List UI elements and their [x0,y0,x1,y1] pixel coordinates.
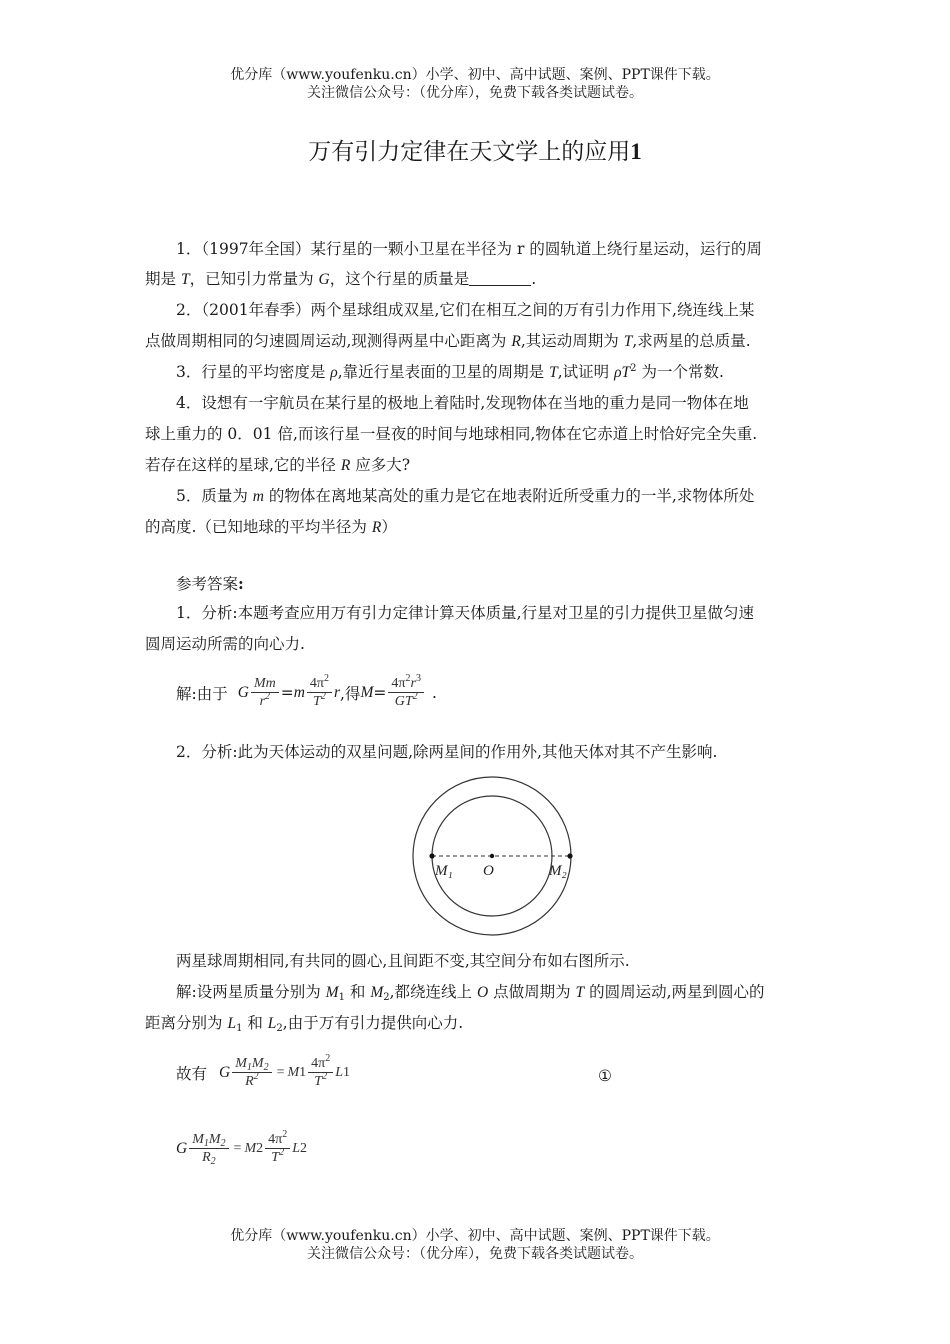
answer-2-line-1: 2．分析:此为天体运动的双星问题,除两星间的作用外,其他天体对其不产生影响. [176,743,718,761]
page-header-line-2: 关注微信公众号：（优分库），免费下载各类试题试卷。 [307,85,643,101]
answer-2-line-4: 距离分别为 $L_1$ 和 $L_2$,由于万有引力提供向心力. [145,1014,464,1034]
page-footer-line-1: 优分库（www.youfenku.cn）小学、初中、高中试题、案例、PPT课件下载。 [230,1228,720,1244]
answers-heading: 参考答案: [176,574,244,593]
question-3: 3．行星的平均密度是 ρ,靠近行星表面的卫星的周期是 T,试证明 $\rho T^2$ 为一个常数. [176,363,724,381]
question-4-line-3: 若存在这样的星球,它的半径 R 应多大? [145,456,411,474]
question-2-line-1: 2．（2001年春季）两个星球组成双星,它们在相互之间的万有引力作用下,绕连线上某 [176,301,755,319]
label-m1: M₁ [435,863,453,879]
answer-1-formula: 解:由于 G $\frac{Mm}{r^2}$ = m $\frac{4\pi^2}{T^2}$ r ,得 M = $\frac{4\pi^2r^3}{GT^2}$ . [176,673,437,709]
label-o: O [483,863,494,879]
equation-1: 故有 G $\frac{M_1M_2}{R^2}$ = M 1 $\frac{4\pi^2}{T^2}$ L 1 [176,1053,351,1089]
answer-1-line-2: 圆周运动所需的向心力. [145,635,305,653]
question-5-line-2: 的高度.（已知地球的平均半径为 R） [145,518,397,536]
answer-blank [469,271,531,286]
answer-2-line-2: 两星球周期相同,有共同的圆心,且间距不变,其空间分布如右图所示. [176,952,630,970]
page-header-line-1: 优分库（www.youfenku.cn）小学、初中、高中试题、案例、PPT课件下载。 [230,67,720,83]
page-footer-line-2: 关注微信公众号：（优分库），免费下载各类试题试卷。 [307,1246,643,1262]
answer-2-line-3: 解:设两星质量分别为 $M_1$ 和 $M_2$,都绕连线上 O 点做周期为 T 的圆周运动,两星到圆心的 [176,983,765,1003]
equation-1-marker: ① [598,1067,612,1085]
answer-1-line-1: 1．分析:本题考查应用万有引力定律计算天体质量,行星对卫星的引力提供卫星做匀速 [176,604,755,622]
equation-2: G $\frac{M_1M_2}{R_2}$ = M 2 $\frac{4\pi^2}{T^2}$ L 2 [176,1129,307,1167]
label-m2: M₂ [549,863,567,879]
star-m2-dot [567,853,572,858]
center-o-dot [490,854,494,858]
question-4-line-1: 4．设想有一宇航员在某行星的极地上着陆时,发现物体在当地的重力是同一物体在地 [176,394,749,412]
question-5-line-1: 5．质量为 m 的物体在离地某高处的重力是它在地表附近所受重力的一半,求物体所处 [176,487,755,505]
question-4-line-2: 球上重力的 0．01 倍,而该行星一昼夜的时间与地球相同,物体在它赤道上时恰好完全失重. [145,425,758,443]
question-1-line-1: 1．（1997年全国）某行星的一颗小卫星在半径为 r 的圆轨道上绕行星运动，运行的周 [176,240,762,258]
question-2-line-2: 点做周期相同的匀速圆周运动,现测得两星中心距离为 R,其运动周期为 T,求两星的总质量. [145,332,751,350]
page-title: 万有引力定律在天文学上的应用1 [308,139,642,165]
star-m1-dot [429,853,434,858]
double-star-diagram [410,776,576,936]
question-1-line-2: 期是 T，已知引力常量为 G，这个行星的质量是 . [145,270,537,288]
